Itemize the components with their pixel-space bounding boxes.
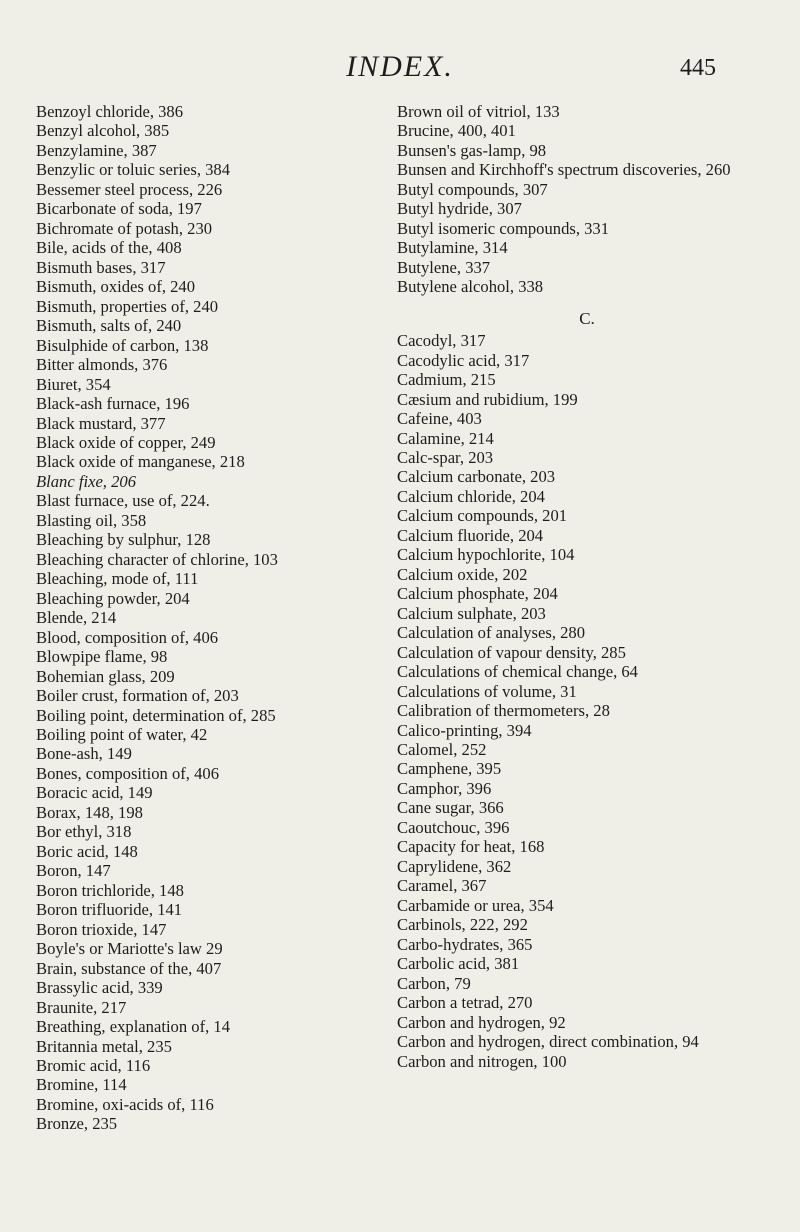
index-column-right bbox=[397, 102, 777, 1071]
index-entry: Carbon and hydrogen, direct combination, 94 bbox=[397, 1032, 699, 1052]
index-entry: Bleaching, mode of, 111 bbox=[36, 569, 199, 589]
index-entry: Calculations of chemical change, 64 bbox=[397, 662, 638, 682]
index-entry: Calcium phosphate, 204 bbox=[397, 584, 558, 604]
index-entry: Caoutchouc, 396 bbox=[397, 817, 510, 837]
index-entry: Camphor, 396 bbox=[397, 778, 492, 798]
index-entry: Boron trioxide, 147 bbox=[36, 919, 167, 939]
index-entry: Benzoyl chloride, 386 bbox=[36, 102, 184, 121]
index-entry: Brucine, 400, 401 bbox=[397, 121, 516, 141]
index-entry: Butylamine, 314 bbox=[397, 238, 508, 258]
index-entry: Carbo-hydrates, 365 bbox=[397, 934, 533, 954]
index-entry: Bone-ash, 149 bbox=[36, 744, 132, 764]
index-entry: Bor ethyl, 318 bbox=[36, 822, 132, 842]
index-entry: Cacodylic acid, 317 bbox=[397, 350, 530, 370]
index-entry: Biuret, 354 bbox=[36, 374, 111, 394]
running-title: INDEX. bbox=[346, 50, 454, 83]
index-entry: Carbon and nitrogen, 100 bbox=[397, 1051, 567, 1071]
section-letter: C. bbox=[579, 308, 595, 328]
index-entry: Carbon a tetrad, 270 bbox=[397, 993, 533, 1013]
index-entry: Boron trichloride, 148 bbox=[36, 880, 184, 900]
index-entry: Boyle's or Mariotte's law 29 bbox=[36, 939, 223, 959]
index-entry: Butylene, 337 bbox=[397, 257, 491, 277]
index-entry: Benzyl alcohol, 385 bbox=[36, 121, 170, 141]
index-entry: Brown oil of vitriol, 133 bbox=[397, 102, 560, 121]
index-entry: Black mustard, 377 bbox=[36, 413, 166, 433]
index-entry: Butyl compounds, 307 bbox=[397, 179, 548, 199]
index-entry: Benzylic or toluic series, 384 bbox=[36, 160, 231, 180]
index-entry: Bicarbonate of soda, 197 bbox=[36, 199, 202, 219]
index-entry: Bromic acid, 116 bbox=[36, 1055, 151, 1075]
index-entry: Boiler crust, formation of, 203 bbox=[36, 686, 239, 706]
index-entry: Carbon and hydrogen, 92 bbox=[397, 1012, 566, 1032]
index-entry: Camphene, 395 bbox=[397, 759, 502, 779]
index-entry: Capacity for heat, 168 bbox=[397, 837, 545, 857]
index-entry: Calcium hypochlorite, 104 bbox=[397, 545, 575, 565]
index-entry: Calamine, 214 bbox=[397, 428, 494, 448]
index-entry: Boron trifluoride, 141 bbox=[36, 900, 183, 920]
index-entry: Calculation of vapour density, 285 bbox=[397, 642, 626, 662]
index-entry: Bismuth, salts of, 240 bbox=[36, 316, 182, 336]
index-entry: Brain, substance of the, 407 bbox=[36, 958, 222, 978]
index-entry: Blende, 214 bbox=[36, 608, 117, 628]
index-entry: Cafeine, 403 bbox=[397, 409, 482, 429]
index-entry: Boiling point, determination of, 285 bbox=[36, 705, 276, 725]
index-entry: Blowpipe flame, 98 bbox=[36, 647, 168, 667]
index-entry: Calc-spar, 203 bbox=[397, 447, 494, 467]
index-entry: Calico-printing, 394 bbox=[397, 720, 532, 740]
index-entry: Cæsium and rubidium, 199 bbox=[397, 389, 578, 409]
index-column-left bbox=[36, 102, 392, 1134]
index-entry: Braunite, 217 bbox=[36, 997, 127, 1017]
index-entry: Black oxide of copper, 249 bbox=[36, 432, 216, 452]
index-entry: Calculation of analyses, 280 bbox=[397, 623, 586, 643]
index-entry: Bromine, 114 bbox=[36, 1075, 127, 1095]
index-entry: Blanc fixe, 206 bbox=[36, 471, 136, 491]
index-entry: Carbamide or urea, 354 bbox=[397, 895, 554, 915]
index-entry: Bisulphide of carbon, 138 bbox=[36, 335, 209, 355]
index-entry: Butyl hydride, 307 bbox=[397, 199, 522, 219]
index-entry: Calcium carbonate, 203 bbox=[397, 467, 556, 487]
index-entry: Calcium sulphate, 203 bbox=[397, 603, 546, 623]
index-entry: Carbolic acid, 381 bbox=[397, 954, 520, 974]
index-entry: Bismuth bases, 317 bbox=[36, 257, 166, 277]
index-entry: Bones, composition of, 406 bbox=[36, 763, 219, 783]
index-entry: Calomel, 252 bbox=[397, 740, 487, 759]
index-entry: Blasting oil, 358 bbox=[36, 510, 147, 530]
index-entry: Bohemian glass, 209 bbox=[36, 666, 175, 686]
index-entry: Black oxide of manganese, 218 bbox=[36, 452, 245, 472]
index-entry: Butylene alcohol, 338 bbox=[397, 277, 544, 297]
index-entry: Boiling point of water, 42 bbox=[36, 725, 208, 744]
index-entry: Calcium oxide, 202 bbox=[397, 564, 528, 584]
page-number: 445 bbox=[680, 55, 716, 81]
index-entry: Calibration of thermometers, 28 bbox=[397, 701, 610, 721]
index-entry: Bleaching character of chlorine, 103 bbox=[36, 549, 278, 569]
index-entry: Butyl isomeric compounds, 331 bbox=[397, 218, 610, 238]
index-entry: Boron, 147 bbox=[36, 861, 111, 881]
index-entry: Black-ash furnace, 196 bbox=[36, 394, 190, 414]
index-entry: Brassylic acid, 339 bbox=[36, 978, 163, 998]
index-entry: Caramel, 367 bbox=[397, 876, 487, 896]
index-entry: Breathing, explanation of, 14 bbox=[36, 1017, 231, 1037]
index-entry: Britannia metal, 235 bbox=[36, 1036, 172, 1056]
index-entry: Bessemer steel process, 226 bbox=[36, 179, 223, 199]
index-entry: Benzylamine, 387 bbox=[36, 140, 157, 160]
index-entry: Bromine, oxi-acids of, 116 bbox=[36, 1094, 214, 1114]
index-entry: Bronze, 235 bbox=[36, 1114, 118, 1134]
index-entry: Boracic acid, 149 bbox=[36, 783, 153, 803]
index-entry: Blood, composition of, 406 bbox=[36, 627, 219, 647]
index-entry: Carbinols, 222, 292 bbox=[397, 915, 528, 935]
index-entry: Bismuth, oxides of, 240 bbox=[36, 277, 196, 297]
index-entry: Calcium compounds, 201 bbox=[397, 506, 568, 526]
index-entry: Bichromate of potash, 230 bbox=[36, 218, 213, 238]
index-entry: Bitter almonds, 376 bbox=[36, 355, 168, 375]
index-entry: Boric acid, 148 bbox=[36, 841, 138, 861]
index-entry: Borax, 148, 198 bbox=[36, 802, 143, 822]
index-entry: Cadmium, 215 bbox=[397, 370, 496, 390]
index-entry: Bunsen and Kirchhoff's spectrum discoveries, 260 bbox=[397, 160, 731, 180]
index-entry: Calcium chloride, 204 bbox=[397, 486, 545, 506]
index-entry: Blast furnace, use of, 224. bbox=[36, 491, 210, 511]
index-entry: Bile, acids of the, 408 bbox=[36, 238, 182, 258]
index-entry: Cacodyl, 317 bbox=[397, 331, 486, 351]
index-entry: Bismuth, properties of, 240 bbox=[36, 296, 219, 316]
index-entry: Cane sugar, 366 bbox=[397, 798, 504, 818]
index-entry: Calcium fluoride, 204 bbox=[397, 525, 544, 545]
index-entry: Bleaching by sulphur, 128 bbox=[36, 530, 211, 550]
index-entry: Caprylidene, 362 bbox=[397, 856, 512, 876]
index-entry: Carbon, 79 bbox=[397, 973, 471, 993]
index-entry: Bleaching powder, 204 bbox=[36, 588, 190, 608]
index-entry: Calculations of volume, 31 bbox=[397, 681, 577, 701]
index-entry: Bunsen's gas-lamp, 98 bbox=[397, 140, 547, 160]
